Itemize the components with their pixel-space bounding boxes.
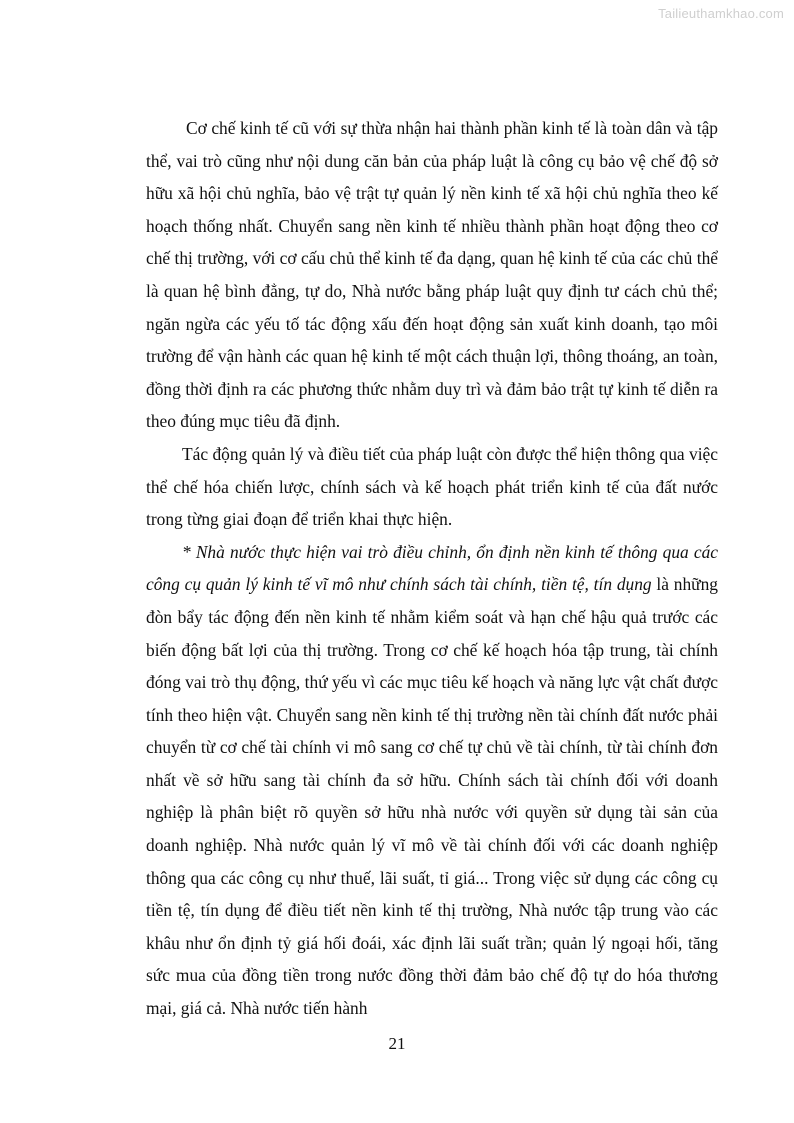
paragraph-2: Tác động quản lý và điều tiết của pháp luật còn được thể hiện thông qua việc thể chế hóa chiến lược, chính sách và kế hoạch phát triển kinh tế của đất nước trong từng giai đoạn để triển khai thực hiện.: [146, 443, 718, 530]
page-number: 21: [388, 1034, 406, 1053]
paragraph-1: Cơ chế kinh tế cũ với sự thừa nhận hai thành phần kinh tế là toàn dân và tập thể, vai trò cũng như nội dung căn bản của pháp luật là công cụ bảo vệ chế độ sở hữu xã hội chủ nghĩa, bảo vệ trật tự quản lý nền kinh tế xã hội chủ nghĩa theo kế hoạch thống nhất. Chuyển sang nền kinh tế nhiều thành phần hoạt động theo cơ chế thị trường, với cơ cấu chủ thể kinh tế đa dạng, quan hệ kinh tế của các chủ thể là quan hệ bình đẳng, tự do, Nhà nước bằng pháp luật quy định tư cách chủ thể; ngăn ngừa các yếu tố tác động xấu đến hoạt động sản xuất kinh doanh, tạo môi trường để vận hành các quan hệ kinh tế một cách thuận lợi, thông thoáng, an toàn, đồng thời định ra các phương thức nhằm duy trì và đảm bảo trật tự kinh tế diễn ra theo đúng mục tiêu đã định.: [146, 118, 718, 432]
watermark-text: Tailieuthamkhao.com: [658, 6, 784, 21]
paragraph-3: [146, 536, 718, 1025]
paragraph-3-italic-lead: * Nhà nước thực hiện vai trò điều chỉnh, ổn định nền kinh tế thông qua các công cụ quản lý kinh tế vĩ mô như chính sách tài chính, tiền tệ, tín dụng: [146, 541, 718, 595]
document-body: [146, 112, 718, 1025]
paragraph-3-body: là những đòn bẩy tác động đến nền kinh tế nhằm kiểm soát và hạn chế hậu quả trước các biến động bất lợi của thị trường. Trong cơ chế kế hoạch hóa tập trung, tài chính đóng vai trò thụ động, thứ yếu vì các mục tiêu kế hoạch và năng lực vật chất được tính theo hiện vật. Chuyển sang nền kinh tế thị trường nền tài chính đất nước phải chuyển từ cơ chế tài chính vi mô sang cơ chế tự chủ về tài chính, từ tài chính đơn nhất về sở hữu sang tài chính đa sở hữu. Chính sách tài chính đối với doanh nghiệp là phân biệt rõ quyền sở hữu nhà nước với quyền sử dụng tài sản của doanh nghiệp. Nhà nước quản lý vĩ mô về tài chính đối với các doanh nghiệp thông qua các công cụ như thuế, lãi suất, tỉ giá... Trong việc sử dụng các công cụ tiền tệ, tín dụng để điều tiết nền kinh tế thị trường, Nhà nước tập trung vào các khâu như ổn định tỷ giá hối đoái, xác định lãi suất trần; quản lý ngoại hối, tăng sức mua của đồng tiền trong nước đồng thời đảm bảo chế độ tự do hóa thương mại, giá cả. Nhà nước tiến hành: [146, 574, 718, 1019]
